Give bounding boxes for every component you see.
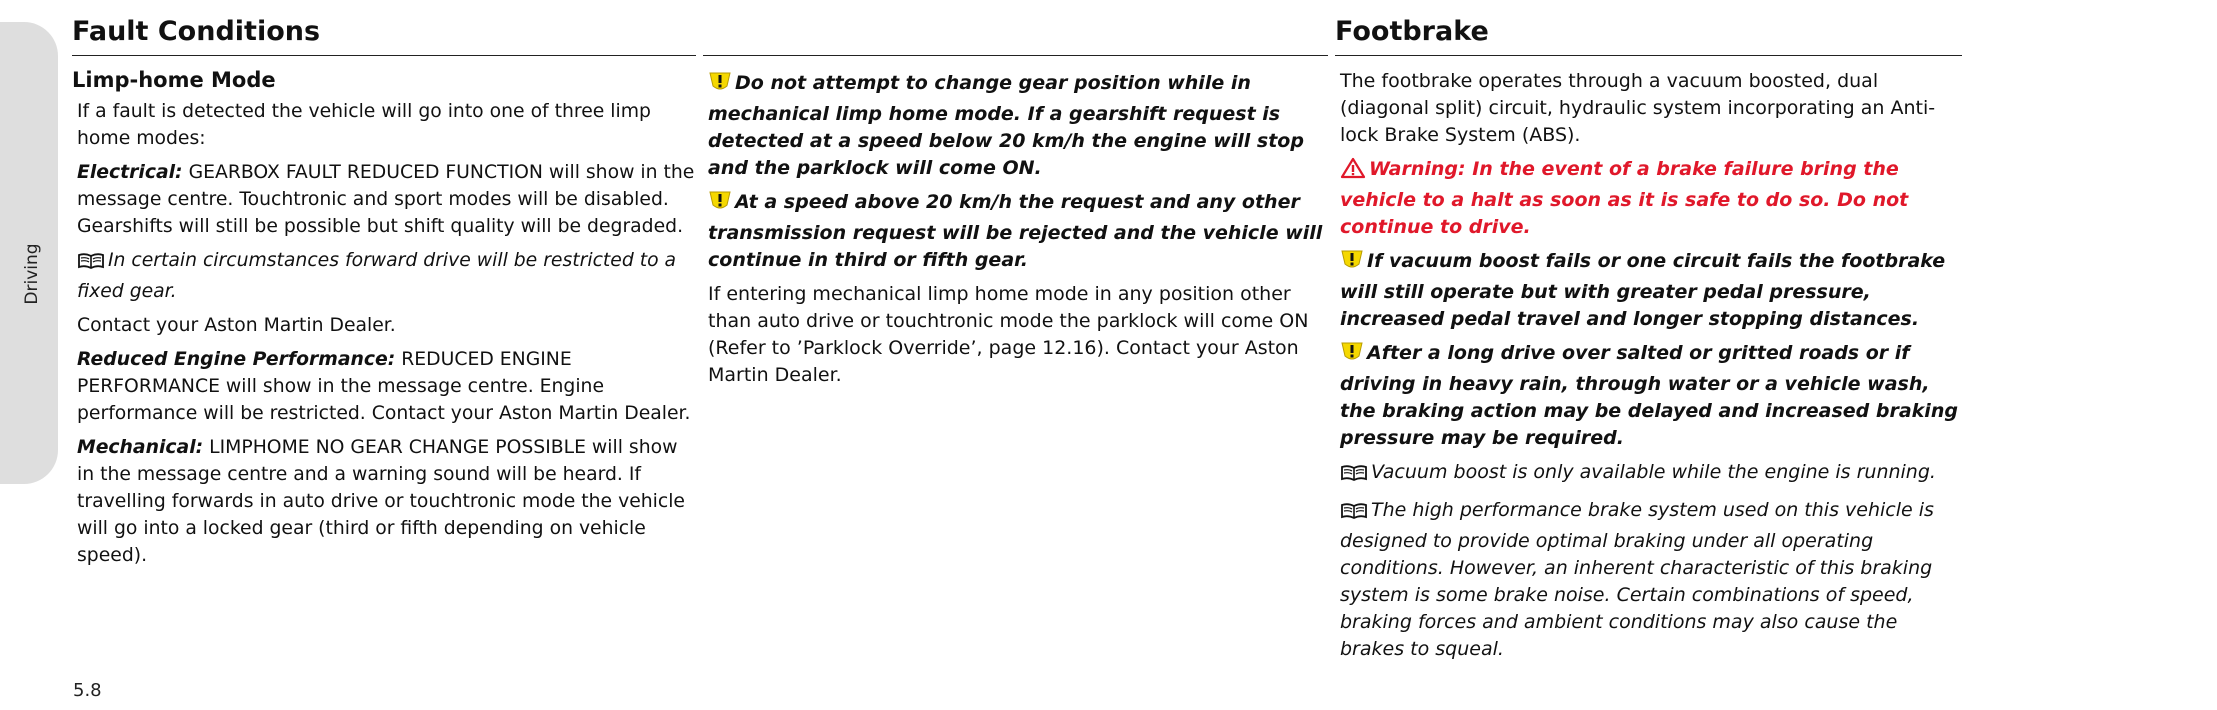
caution-gear-change bbox=[708, 70, 1328, 182]
reduced-performance-text: REDUCED ENGINE PERFORMANCE will show in the message centre. Engine performance will be restricted. Contact your Aston Martin Dealer. bbox=[77, 349, 691, 424]
page-number: 5.8 bbox=[73, 680, 102, 701]
column-footbrake bbox=[1335, 14, 1962, 670]
mechanical-parklock-body: If entering mechanical limp home mode in any position other than auto drive or touchtronic mode the parklock will come ON (Refer to ’Parklock Override’, page 12.16). Contact your Aston Martin Dealer. bbox=[708, 283, 1309, 386]
warning-brake-failure-text: Warning: In the event of a brake failure bring the vehicle to a halt as soon as it is safe to do so. Do not continue to drive. bbox=[1340, 158, 1909, 238]
heading-fault-conditions: Fault Conditions bbox=[72, 14, 696, 56]
caution-gear-change-text: Do not attempt to change gear position while in mechanical limp home mode. If a gearshift request is detected at a speed below 20 km/h the engine will stop and the parklock will come ON. bbox=[708, 72, 1304, 179]
mechanical-paragraph bbox=[77, 434, 696, 569]
section-tab-label: Driving bbox=[22, 243, 42, 305]
caution-icon bbox=[708, 190, 732, 220]
caution-vacuum-boost-text: If vacuum boost fails or one circuit fails the footbrake will still operate but with greater pedal pressure, increased pedal travel and longer stopping distances. bbox=[1340, 250, 1946, 330]
heading-spacer bbox=[703, 14, 1328, 56]
caution-icon bbox=[1340, 249, 1364, 279]
caution-long-drive bbox=[1340, 340, 1962, 452]
book-note-icon bbox=[1340, 501, 1368, 528]
electrical-text: GEARBOX FAULT REDUCED FUNCTION will show in the message centre. Touchtronic and sport modes will be disabled. Gearshifts will still be possible but shift quality will be degraded. bbox=[77, 162, 695, 237]
contact-dealer: Contact your Aston Martin Dealer. bbox=[77, 315, 396, 336]
note-brake-noise bbox=[1340, 497, 1962, 663]
note-vacuum-boost bbox=[1340, 459, 1962, 490]
warning-brake-failure bbox=[1340, 156, 1962, 241]
reduced-performance-label: Reduced Engine Performance: bbox=[77, 349, 396, 370]
caution-long-drive-text: After a long drive over salted or gritted roads or if driving in heavy rain, through water or a vehicle wash, the braking action may be delayed and increased braking pressure may be required. bbox=[1340, 342, 1958, 449]
heading-footbrake: Footbrake bbox=[1335, 14, 1962, 56]
reduced-performance-paragraph bbox=[77, 346, 696, 427]
book-note-icon bbox=[1340, 463, 1368, 490]
column-limp-home-continued bbox=[703, 14, 1328, 396]
section-tab bbox=[0, 22, 58, 484]
mechanical-label: Mechanical: bbox=[77, 437, 204, 458]
subheading-limp-home: Limp-home Mode bbox=[72, 68, 276, 92]
electrical-label: Electrical: bbox=[77, 162, 183, 183]
caution-speed-above bbox=[708, 189, 1328, 274]
note-fixed-gear-text: In certain circumstances forward drive will be restricted to a fixed gear. bbox=[77, 250, 677, 302]
note-vacuum-boost-text: Vacuum boost is only available while the engine is running. bbox=[1371, 461, 1936, 483]
note-fixed-gear bbox=[77, 247, 696, 305]
caution-icon bbox=[1340, 341, 1364, 371]
electrical-paragraph bbox=[77, 159, 696, 240]
caution-speed-above-text: At a speed above 20 km/h the request and any other transmission request will be rejected and the vehicle will continue in third or fifth gear. bbox=[708, 191, 1323, 271]
limp-home-intro: If a fault is detected the vehicle will go into one of three limp home modes: bbox=[77, 101, 651, 149]
mechanical-text: LIMPHOME NO GEAR CHANGE POSSIBLE will show in the message centre and a warning sound will be heard. If travelling forwards in auto drive or touchtronic mode the vehicle will go into a locked gear (third or fifth depending on vehicle speed). bbox=[77, 437, 685, 566]
warning-triangle-icon bbox=[1340, 157, 1366, 187]
footbrake-intro: The footbrake operates through a vacuum boosted, dual (diagonal split) circuit, hydraulic system incorporating an Anti-lock Brake System (ABS). bbox=[1340, 70, 1936, 146]
caution-icon bbox=[708, 71, 732, 101]
book-note-icon bbox=[77, 251, 105, 278]
caution-vacuum-boost bbox=[1340, 248, 1962, 333]
note-brake-noise-text: The high performance brake system used on this vehicle is designed to provide optimal braking under all operating conditions. However, an inherent characteristic of this braking system is some brake noise. Certain combinations of speed, braking forces and ambient conditions may also cause the brakes to squeal. bbox=[1340, 499, 1934, 660]
column-fault-conditions bbox=[72, 14, 696, 576]
